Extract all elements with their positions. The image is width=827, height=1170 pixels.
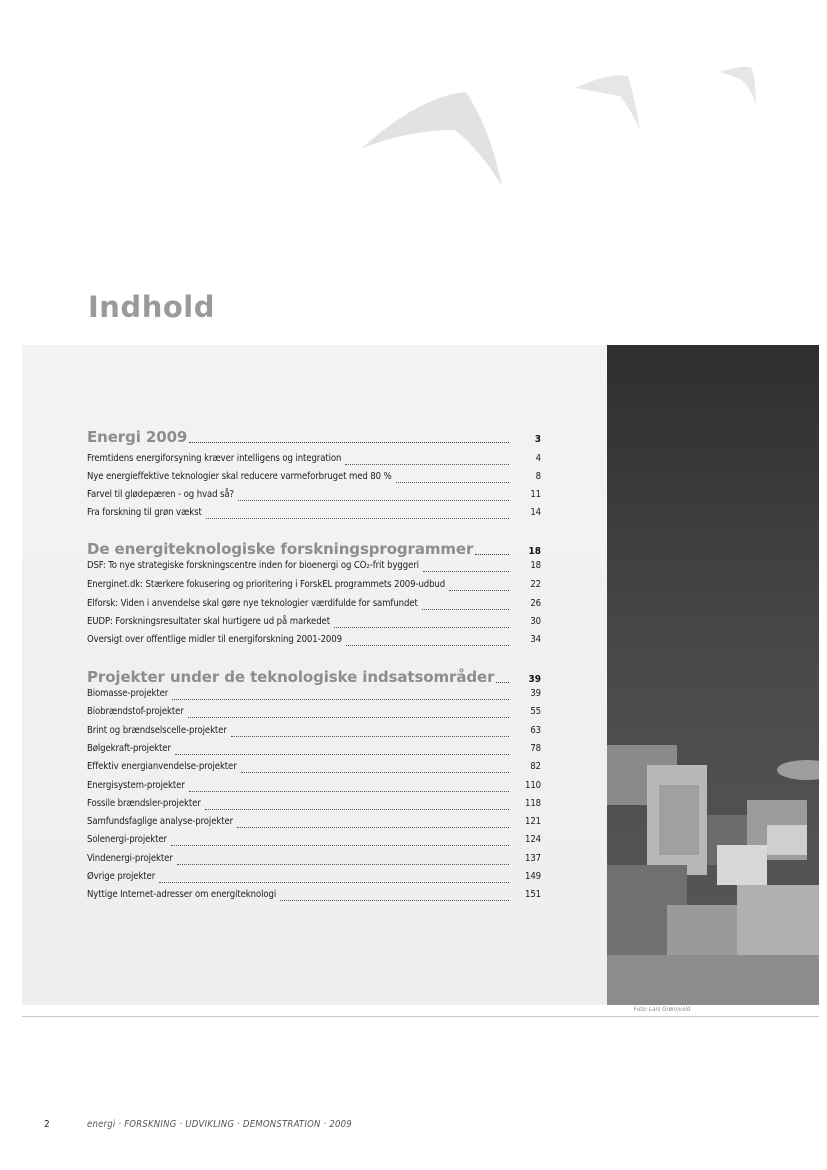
city-model-photo-icon (607, 345, 819, 1005)
entry-title: Oversigt over offentlige midler til energiforskning 2001-2009 (87, 634, 342, 645)
photo-credit: Foto: Lars Grønnvold (633, 1006, 691, 1013)
cover-photo (607, 345, 819, 1005)
toc-entry[interactable] (87, 616, 541, 632)
toc-entry[interactable] (87, 706, 541, 722)
toc-entry[interactable] (87, 834, 541, 850)
entry-page: 39 (530, 688, 541, 699)
dot-leader (205, 808, 509, 810)
entry-title: Farvel til glødepæren - og hvad så? (87, 489, 234, 500)
dot-leader (175, 753, 509, 755)
dot-leader (206, 517, 509, 519)
entry-page: 11 (530, 489, 541, 500)
entry-title: Energisystem-projekter (87, 780, 185, 791)
entry-page: 78 (530, 743, 541, 754)
toc-entry[interactable] (87, 598, 541, 614)
dot-leader (238, 499, 509, 501)
entry-page: 63 (530, 725, 541, 736)
entry-title: Fossile brændsler-projekter (87, 798, 201, 809)
toc-entry[interactable] (87, 798, 541, 814)
dot-leader (177, 863, 509, 865)
entry-page: 149 (524, 871, 541, 882)
entry-page: 55 (530, 706, 541, 717)
entry-page: 121 (524, 816, 541, 827)
entry-page: 34 (530, 634, 541, 645)
toc-section-energi-2009[interactable] (87, 428, 541, 448)
dot-leader (346, 644, 509, 646)
section-title: Energi 2009 (87, 428, 188, 446)
entry-title: Nyttige Internet-adresser om energiteknologi (87, 889, 277, 900)
entry-title: Solenergi-projekter (87, 834, 167, 845)
entry-title: Fra forskning til grøn vækst (87, 507, 202, 518)
dot-leader (171, 844, 509, 846)
entry-title: EUDP: Forskningsresultater skal hurtigere ud på markedet (87, 616, 330, 627)
toc-entry[interactable] (87, 871, 541, 887)
entry-page: 8 (535, 471, 541, 482)
entry-title: Effektiv energianvendelse-projekter (87, 761, 237, 772)
toc-entry[interactable] (87, 761, 541, 777)
entry-page: 14 (530, 507, 541, 518)
dot-leader (496, 681, 509, 683)
entry-page: 4 (535, 453, 541, 464)
dot-leader (159, 881, 509, 883)
section-page: 18 (528, 546, 541, 557)
dot-leader (396, 481, 509, 483)
page-number: 2 (44, 1119, 50, 1130)
toc-section-forskningsprogrammer[interactable] (87, 540, 541, 560)
toc-entry[interactable] (87, 489, 541, 505)
entry-page: 151 (524, 889, 541, 900)
toc-entry[interactable] (87, 853, 541, 869)
dot-leader (280, 899, 509, 901)
divider (22, 1016, 819, 1017)
toc-section-projekter[interactable] (87, 668, 541, 688)
toc-entry[interactable] (87, 579, 541, 595)
entry-page: 22 (530, 579, 541, 590)
entry-title: Nye energieffektive teknologier skal reducere varmeforbruget med 80 % (87, 471, 392, 482)
dot-leader (237, 826, 509, 828)
entry-title: Brint og brændselscelle-projekter (87, 725, 227, 736)
entry-page: 124 (524, 834, 541, 845)
entry-title: Fremtidens energiforsyning kræver intelligens og integration (87, 453, 342, 464)
dot-leader (188, 716, 509, 718)
running-footer: energi · FORSKNING · UDVIKLING · DEMONSTRATION · 2009 (87, 1119, 352, 1130)
section-page: 3 (534, 434, 541, 445)
toc-entry[interactable] (87, 453, 541, 469)
dot-leader (345, 463, 509, 465)
entry-title: Bølgekraft-projekter (87, 743, 171, 754)
entry-title: Biobrændstof-projekter (87, 706, 184, 717)
entry-page: 82 (530, 761, 541, 772)
page-title: Indhold (88, 290, 215, 324)
entry-title: Biomasse-projekter (87, 688, 169, 699)
dot-leader (422, 608, 509, 610)
bird-decoration-icon (0, 0, 827, 260)
dot-leader (189, 441, 509, 443)
toc-entry[interactable] (87, 743, 541, 759)
dot-leader (231, 735, 509, 737)
entry-page: 118 (524, 798, 541, 809)
toc-entry[interactable] (87, 889, 541, 905)
entry-page: 18 (530, 560, 541, 571)
section-title: Projekter under de teknologiske indsatsområder (87, 668, 495, 686)
toc-entry[interactable] (87, 688, 541, 704)
dot-leader (475, 553, 509, 555)
toc-entry[interactable] (87, 471, 541, 487)
entry-title: Elforsk: Viden i anvendelse skal gøre nye teknologier værdifulde for samfundet (87, 598, 418, 609)
dot-leader (189, 790, 509, 792)
toc-entry[interactable] (87, 816, 541, 832)
dot-leader (172, 698, 509, 700)
dot-leader (334, 626, 509, 628)
entry-title: Vindenergi-projekter (87, 853, 173, 864)
dot-leader (449, 589, 509, 591)
toc-entry[interactable] (87, 634, 541, 650)
entry-title: DSF: To nye strategiske forskningscentre inden for bioenergi og CO₂-frit byggeri (87, 560, 419, 571)
toc-entry[interactable] (87, 780, 541, 796)
entry-page: 110 (524, 780, 541, 791)
dot-leader (423, 570, 509, 572)
toc-entry[interactable] (87, 560, 541, 576)
toc-entry[interactable] (87, 507, 541, 523)
entry-page: 30 (530, 616, 541, 627)
entry-title: Energinet.dk: Stærkere fokusering og prioritering i ForskEL programmets 2009-udbud (87, 579, 446, 590)
section-page: 39 (528, 674, 541, 685)
entry-page: 26 (530, 598, 541, 609)
toc-entry[interactable] (87, 725, 541, 741)
entry-page: 137 (524, 853, 541, 864)
entry-title: Samfundsfaglige analyse-projekter (87, 816, 234, 827)
dot-leader (241, 771, 509, 773)
section-title: De energiteknologiske forskningsprogrammer (87, 540, 474, 558)
entry-title: Øvrige projekter (87, 871, 156, 882)
